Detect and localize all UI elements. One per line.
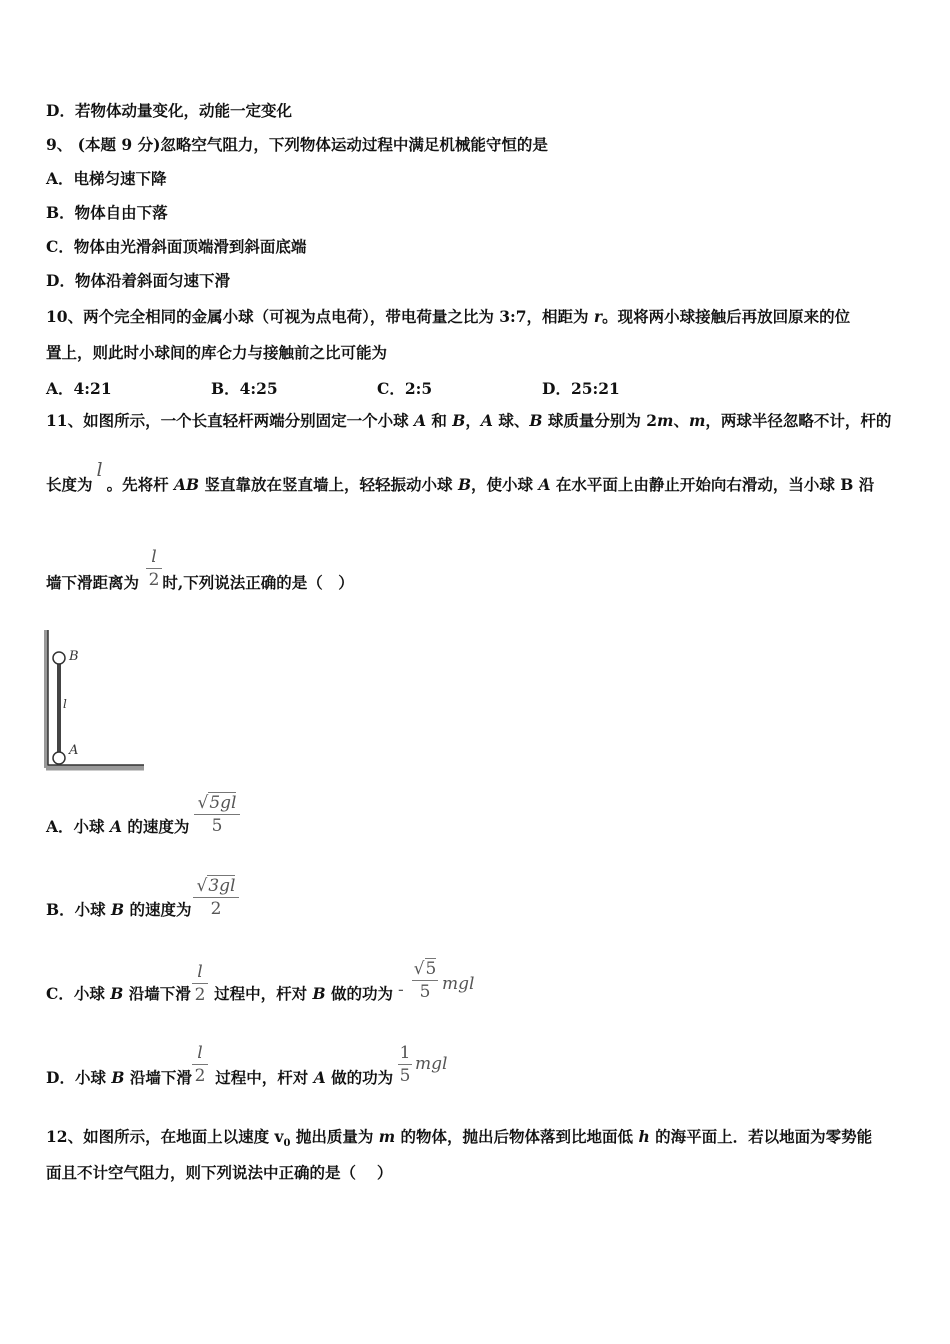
q11-stem-line3: 墙下滑距离为 时,下列说法正确的是（ ） xyxy=(46,573,354,592)
q12-stem-line1: 12、如图所示，在地面上以速度 $v_0$ 抛出质量为 m 的物体，抛出后物体落到比地面低 h 的海平面上．若以地面为零势能 xyxy=(46,1127,873,1150)
q9-stem: 9、 (本题 9 分)忽略空气阻力，下列物体运动过程中满足机械能守恒的是 xyxy=(46,135,548,154)
q11-option-a-fraction: √5gl 5 xyxy=(194,793,240,836)
q10-stem-line1: 10、两个完全相同的金属小球（可视为点电荷），带电荷量之比为 3:7，相距为 r。现将两小球接触后再放回原来的位 xyxy=(46,307,851,326)
q10-stem-line2: 置上，则此时小球间的库仑力与接触前之比可能为 xyxy=(46,343,388,362)
q11-option-d: D．小球 B 沿墙下滑 过程中，杆对 A 做的功为 xyxy=(46,1068,394,1087)
q10-option-d: D．25:21 xyxy=(542,379,620,398)
label-a: A xyxy=(69,743,79,758)
q10-option-b: B．4:25 xyxy=(211,379,278,398)
q11-option-d-mgl: mgl xyxy=(415,1054,448,1074)
rod-wall-figure xyxy=(44,628,146,774)
q11-stem-line1: 11、如图所示，一个长直轻杆两端分别固定一个小球 A 和 B，A 球、B 球质量分别为 2m、m，两球半径忽略不计，杆的 xyxy=(46,411,892,430)
q11-option-d-work-fraction: 1 5 xyxy=(399,1043,411,1086)
label-b: B xyxy=(69,649,79,664)
q12-stem-line2: 面且不计空气阻力，则下列说法中正确的是（ ） xyxy=(46,1163,393,1182)
q11-option-c: C．小球 B 沿墙下滑 过程中，杆对 B 做的功为 xyxy=(46,984,394,1003)
q11-option-c-l-fraction: l 2 xyxy=(192,962,208,1005)
q9-option-c: C．物体由光滑斜面顶端滑到斜面底端 xyxy=(46,237,307,256)
q9-option-b: B．物体自由下落 xyxy=(46,203,168,222)
q11-option-b: B．小球 B 的速度为 xyxy=(46,900,192,919)
q11-option-c-mgl: mgl xyxy=(442,974,475,994)
q10-option-a: A．4:21 xyxy=(46,379,112,398)
q11-option-b-fraction: √3gl 2 xyxy=(193,876,239,919)
q10-option-c: C．2:5 xyxy=(377,379,433,398)
ball-b xyxy=(53,652,65,664)
q11-option-c-minus: - xyxy=(398,980,404,1000)
q9-option-d: D．物体沿着斜面匀速下滑 xyxy=(46,271,230,290)
label-l: l xyxy=(63,697,67,711)
q11-option-d-l-fraction: l 2 xyxy=(192,1043,208,1086)
q9-option-a: A．电梯匀速下降 xyxy=(46,169,167,188)
q8-option-d: D．若物体动量变化，动能一定变化 xyxy=(46,101,292,120)
q11-stem-fraction: l 2 xyxy=(146,547,162,590)
q11-option-c-work-fraction: √5 5 xyxy=(413,959,437,1002)
ball-a xyxy=(53,752,65,764)
q11-option-a: A．小球 A 的速度为 xyxy=(46,817,190,836)
q11-stem-line2: 长度为l。先将杆 AB 竖直靠放在竖直墙上，轻轻振动小球 B，使小球 A 在水平面上由静止开始向右滑动，当小球 B 沿 xyxy=(46,459,875,494)
